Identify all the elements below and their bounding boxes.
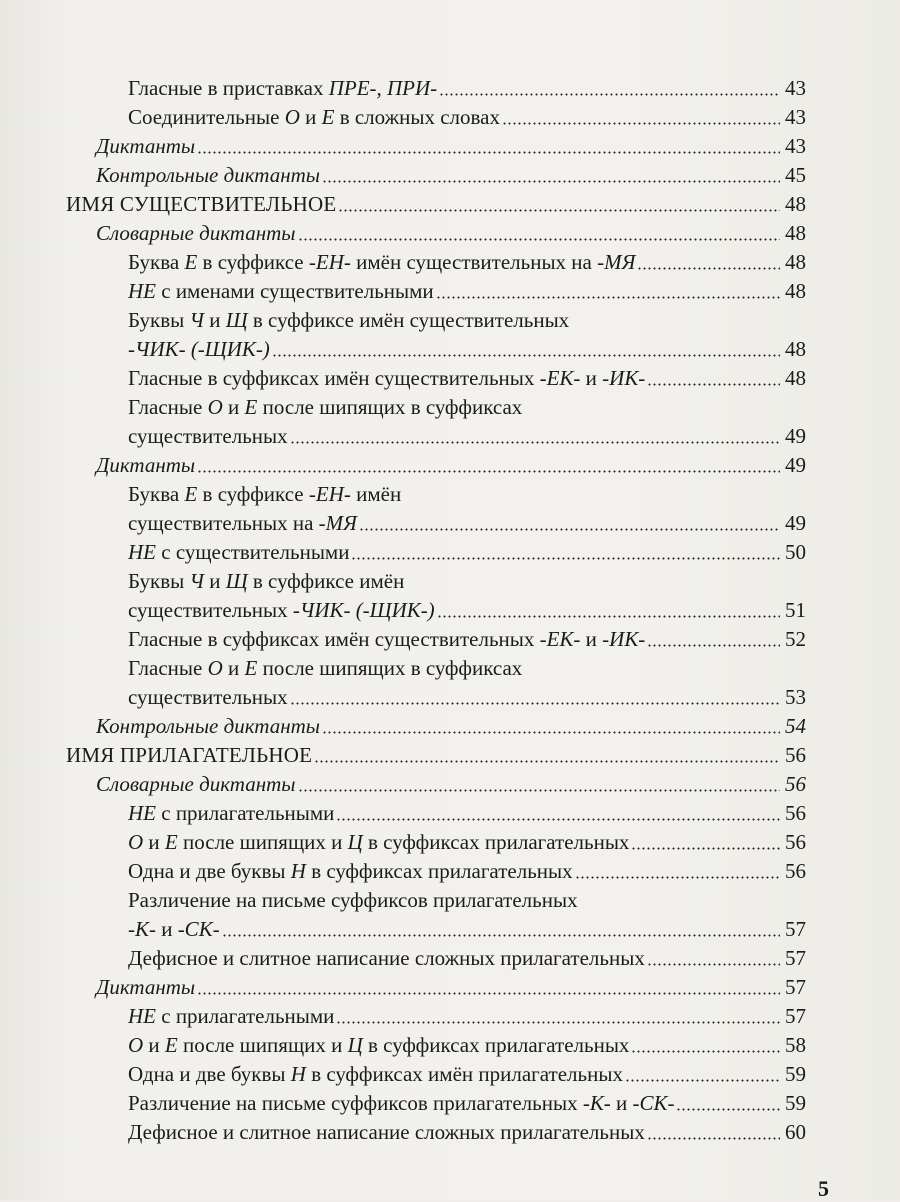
toc-entry-text-segment: после шипящих и	[177, 830, 348, 854]
toc-entry-text-segment: Ц	[347, 830, 363, 854]
toc-entry-text-segment: ПРЕ-, ПРИ-	[328, 76, 438, 100]
toc-entry-text-segment: в суффиксах имён прилагательных	[305, 1062, 623, 1086]
toc-entry-text-segment: и	[203, 308, 226, 332]
toc-entry-text-segment: после шипящих в суффиксах	[257, 656, 523, 680]
toc-entry-text-segment: -ЕН-	[308, 482, 351, 506]
toc-entry-text-segment: О	[128, 830, 144, 854]
toc-entry-title	[128, 480, 401, 509]
dot-leader	[436, 293, 780, 299]
toc-entry-text-segment: и	[203, 569, 226, 593]
dot-leader	[647, 960, 780, 966]
toc-entry-text-segment: Ч	[189, 569, 204, 593]
toc-entry-text-segment: Гласные	[128, 656, 208, 680]
dot-leader	[647, 1134, 780, 1140]
toc-entry-text-segment: Диктанты	[96, 134, 196, 158]
toc-entry-text-segment: Е	[244, 395, 258, 419]
toc-entry-title	[128, 509, 357, 538]
toc-entry	[66, 1031, 806, 1060]
toc-entry-text-segment: и	[580, 366, 603, 390]
toc-entry-text-segment: Контрольные диктанты	[96, 163, 321, 187]
toc-entry-text-segment: Гласные в приставках	[128, 76, 329, 100]
toc-entry-text-segment: -К-	[128, 917, 156, 941]
toc-entry-title	[128, 1060, 623, 1089]
toc-entry-text-segment: в суффиксе	[197, 250, 309, 274]
toc-entry-text-segment: имён существительных на	[350, 250, 598, 274]
toc-entry-title	[128, 103, 500, 132]
toc-entry	[66, 364, 806, 393]
toc-entry-text-segment: Буква	[128, 250, 185, 274]
toc-entry-title	[128, 654, 522, 683]
toc-entry-text-segment: Ц	[347, 1033, 363, 1057]
dot-leader	[359, 525, 780, 531]
toc-entry-page: 57	[785, 1004, 806, 1028]
toc-entry	[66, 219, 806, 248]
toc-entry-title	[96, 161, 320, 190]
toc-entry-text-segment: Словарные диктанты	[96, 221, 296, 245]
dot-leader	[631, 1047, 780, 1053]
toc-entry	[66, 509, 806, 538]
toc-entry-text-segment: и	[299, 105, 322, 129]
toc-entry-page: 58	[785, 1033, 806, 1057]
toc-entry	[66, 306, 806, 335]
toc-entry-text-segment: после шипящих в суффиксах	[257, 395, 523, 419]
toc-entry-page: 50	[785, 540, 806, 564]
dot-leader	[625, 1076, 780, 1082]
toc-entry	[66, 567, 806, 596]
toc-entry-text-segment: Щ	[225, 308, 248, 332]
toc-entry	[66, 335, 806, 364]
toc-entry	[66, 1060, 806, 1089]
toc-entry-text-segment: ИМЯ СУЩЕСТВИТЕЛЬНОЕ	[66, 192, 337, 216]
dot-leader	[351, 554, 780, 560]
toc-entry-text-segment: и	[143, 1033, 165, 1057]
toc-entry	[66, 828, 806, 857]
toc-entry-title	[128, 364, 645, 393]
toc-entry-text-segment: -К-	[582, 1091, 611, 1115]
toc-entry-text-segment: Щ	[225, 569, 248, 593]
toc-entry	[66, 161, 806, 190]
toc-entry-page: 54	[785, 714, 806, 738]
toc-entry-text-segment: Различение на письме суффиксов прилагательных	[128, 888, 578, 912]
toc-entry-text-segment: О	[207, 395, 223, 419]
toc-entry	[66, 451, 806, 480]
dot-leader	[298, 786, 781, 792]
toc-entry	[66, 1089, 806, 1118]
toc-entry-title	[128, 886, 578, 915]
toc-entry-page: 49	[785, 511, 806, 535]
toc-entry-text-segment: с прилагательными	[156, 1004, 335, 1028]
toc-entry	[66, 74, 806, 103]
toc-entry-page: 48	[785, 192, 806, 216]
toc-entry-title	[128, 1002, 334, 1031]
toc-entry	[66, 683, 806, 712]
toc-entry-text-segment: в суффиксах прилагательных	[362, 1033, 630, 1057]
toc-entry-page: 48	[785, 279, 806, 303]
toc-entry-page: 48	[785, 221, 806, 245]
toc-entry-text-segment: -ЧИК- (-ЩИК-)	[292, 598, 435, 622]
toc-entry	[66, 277, 806, 306]
toc-entry	[66, 857, 806, 886]
toc-entry-text-segment: и	[222, 395, 245, 419]
toc-entry-text-segment: -ИК-	[602, 366, 646, 390]
toc-entry-text-segment: Н	[290, 859, 306, 883]
dot-leader	[336, 1018, 780, 1024]
toc-entry-text-segment: в суффиксах прилагательных	[362, 830, 630, 854]
page-number: 5	[818, 1176, 829, 1201]
toc-entry-page: 56	[785, 743, 806, 767]
toc-entry-page: 48	[785, 250, 806, 274]
toc-entry-text-segment: Ч	[189, 308, 204, 332]
toc-entry-text-segment: ИМЯ ПРИЛАГАТЕЛЬНОЕ	[66, 743, 313, 767]
toc-entry-page: 53	[785, 685, 806, 709]
toc-entry-page: 56	[785, 801, 806, 825]
toc-entry-text-segment: и	[580, 627, 603, 651]
toc-entry-page: 57	[785, 946, 806, 970]
toc-entry-text-segment: Е	[244, 656, 258, 680]
toc-entry-text-segment: Е	[321, 105, 335, 129]
toc-entry	[66, 480, 806, 509]
toc-entry-text-segment: О	[284, 105, 300, 129]
toc-entry	[66, 886, 806, 915]
toc-entry-text-segment: имён	[350, 482, 402, 506]
toc-entry	[66, 741, 806, 770]
toc-entry-page: 52	[785, 627, 806, 651]
dot-leader	[647, 641, 780, 647]
toc-entry-title	[128, 857, 573, 886]
toc-entry-title	[128, 567, 404, 596]
toc-entry	[66, 248, 806, 277]
toc-entry-title	[96, 451, 195, 480]
toc-entry-page: 60	[785, 1120, 806, 1144]
toc-entry-text-segment: после шипящих и	[177, 1033, 348, 1057]
toc-entry	[66, 393, 806, 422]
toc-entry-text-segment: существительных	[128, 685, 288, 709]
toc-entry-text-segment: -ЧИК- (-ЩИК-)	[128, 337, 270, 361]
dot-leader	[439, 90, 780, 96]
toc-entry-text-segment: О	[128, 1033, 144, 1057]
toc-entry-text-segment: и	[222, 656, 245, 680]
dot-leader	[631, 844, 780, 850]
dot-leader	[322, 177, 780, 183]
toc-entry-title	[128, 538, 349, 567]
toc-entry-text-segment: с прилагательными	[156, 801, 335, 825]
toc-entry-page: 43	[785, 105, 806, 129]
toc-entry-page: 57	[785, 975, 806, 999]
toc-entry-text-segment: Контрольные диктанты	[96, 714, 321, 738]
toc-entry-text-segment: -СК-	[177, 917, 220, 941]
toc-entry-text-segment: с существительными	[156, 540, 350, 564]
toc-entry-text-segment: -ИК-	[602, 627, 646, 651]
toc-entry	[66, 915, 806, 944]
toc-entry-text-segment: Соединительные	[128, 105, 285, 129]
toc-entry-text-segment: О	[207, 656, 223, 680]
toc-entry-text-segment: -СК-	[632, 1091, 675, 1115]
toc-entry-title	[128, 306, 569, 335]
toc-entry-text-segment: -ЕК-	[539, 366, 581, 390]
toc-entry-text-segment: в суффиксах прилагательных	[305, 859, 573, 883]
dot-leader	[298, 235, 781, 241]
toc-entry-title	[128, 915, 220, 944]
toc-entry-title	[66, 190, 336, 219]
toc-entry-text-segment: в суффиксе имён	[247, 569, 405, 593]
toc-entry-title	[128, 596, 435, 625]
toc-entry	[66, 799, 806, 828]
toc-entry-title	[128, 828, 629, 857]
toc-entry-text-segment: Словарные диктанты	[96, 772, 296, 796]
toc-entry-text-segment: Дефисное и слитное написание сложных прилагательных	[128, 1120, 645, 1144]
toc-entry-text-segment: Буквы	[128, 308, 190, 332]
toc-entry-title	[96, 973, 195, 1002]
dot-leader	[338, 206, 780, 212]
dot-leader	[647, 380, 780, 386]
toc-entry-page: 43	[785, 134, 806, 158]
toc-entry-text-segment: Различение на письме суффиксов прилагательных	[128, 1091, 583, 1115]
toc-entry-text-segment: и	[155, 917, 178, 941]
toc-entry-title	[128, 248, 635, 277]
toc-entry-page: 59	[785, 1062, 806, 1086]
toc-entry-title	[128, 944, 645, 973]
toc-entry-page: 56	[785, 830, 806, 854]
toc-entry	[66, 422, 806, 451]
toc-entry-page: 51	[785, 598, 806, 622]
toc-entry-title	[128, 422, 288, 451]
toc-entry-text-segment: Е	[184, 250, 198, 274]
toc-entry-title	[96, 712, 320, 741]
toc-entry-page: 56	[785, 772, 806, 796]
toc-entry-title	[128, 74, 437, 103]
toc-entry-text-segment: Буква	[128, 482, 185, 506]
toc-entry-text-segment: Н	[290, 1062, 306, 1086]
toc-entry-text-segment: существительных	[128, 598, 293, 622]
toc-entry-text-segment: существительных	[128, 424, 288, 448]
toc-entry-text-segment: в суффиксе	[197, 482, 309, 506]
dot-leader	[575, 873, 780, 879]
toc-entry-title	[128, 1089, 674, 1118]
toc-entry-title	[128, 683, 288, 712]
toc-entry-text-segment: -МЯ	[597, 250, 636, 274]
toc-entry-title	[128, 1118, 645, 1147]
toc-entry-page: 56	[785, 859, 806, 883]
toc-entry-text-segment: Диктанты	[96, 453, 196, 477]
toc-entry	[66, 654, 806, 683]
toc-entry-page: 57	[785, 917, 806, 941]
toc-entry-text-segment: Гласные	[128, 395, 208, 419]
dot-leader	[336, 815, 780, 821]
dot-leader	[502, 119, 780, 125]
toc-entry-page: 49	[785, 453, 806, 477]
toc-entry-title	[128, 393, 522, 422]
toc-entry-text-segment: Е	[164, 830, 178, 854]
dot-leader	[197, 467, 780, 473]
toc-entry-text-segment: Диктанты	[96, 975, 196, 999]
toc-entry	[66, 132, 806, 161]
toc-entry-text-segment: -ЕК-	[539, 627, 581, 651]
toc-entry	[66, 1118, 806, 1147]
toc-entry-text-segment: с именами существительными	[156, 279, 434, 303]
toc-entry-page: 49	[785, 424, 806, 448]
toc-entry-text-segment: НЕ	[128, 801, 156, 825]
toc-entry-text-segment: в суффиксе имён существительных	[247, 308, 570, 332]
toc-entry	[66, 1002, 806, 1031]
toc-entry-text-segment: и	[610, 1091, 633, 1115]
dot-leader	[676, 1105, 780, 1111]
dot-leader	[290, 438, 780, 444]
toc-entry-title	[128, 335, 270, 364]
dot-leader	[197, 148, 780, 154]
toc-entry-text-segment: -МЯ	[318, 511, 357, 535]
toc-entry-page: 45	[785, 163, 806, 187]
toc-entry-text-segment: и	[143, 830, 165, 854]
dot-leader	[222, 931, 780, 937]
toc-entry	[66, 944, 806, 973]
toc-entry-title	[96, 219, 296, 248]
dot-leader	[290, 699, 780, 705]
dot-leader	[314, 757, 780, 763]
dot-leader	[197, 989, 780, 995]
toc-entry-text-segment: -ЕН-	[308, 250, 351, 274]
toc-entry-text-segment: Одна и две буквы	[128, 1062, 291, 1086]
toc-entry	[66, 103, 806, 132]
toc-entry-title	[128, 1031, 629, 1060]
toc-entry-page: 48	[785, 366, 806, 390]
table-of-contents	[66, 74, 806, 1147]
toc-entry-title	[66, 741, 312, 770]
dot-leader	[637, 264, 780, 270]
toc-entry-text-segment: Гласные в суффиксах имён существительных	[128, 627, 540, 651]
toc-entry	[66, 712, 806, 741]
toc-entry-text-segment: НЕ	[128, 279, 156, 303]
toc-entry-text-segment: Е	[184, 482, 198, 506]
toc-entry-text-segment: Буквы	[128, 569, 190, 593]
toc-entry-title	[128, 625, 645, 654]
toc-entry-title	[96, 770, 296, 799]
toc-entry-page: 48	[785, 337, 806, 361]
dot-leader	[437, 612, 780, 618]
toc-entry-text-segment: Дефисное и слитное написание сложных прилагательных	[128, 946, 645, 970]
toc-entry-text-segment: существительных на	[128, 511, 319, 535]
toc-entry-text-segment: Е	[164, 1033, 178, 1057]
toc-entry-text-segment: Гласные в суффиксах имён существительных	[128, 366, 540, 390]
toc-entry	[66, 770, 806, 799]
toc-entry-title	[96, 132, 195, 161]
toc-entry	[66, 625, 806, 654]
toc-entry	[66, 538, 806, 567]
toc-entry	[66, 596, 806, 625]
toc-entry-text-segment: Одна и две буквы	[128, 859, 291, 883]
toc-entry	[66, 190, 806, 219]
toc-entry-page: 59	[785, 1091, 806, 1115]
dot-leader	[272, 351, 780, 357]
dot-leader	[322, 728, 780, 734]
toc-entry-text-segment: в сложных словах	[334, 105, 500, 129]
toc-entry-title	[128, 277, 434, 306]
toc-entry-title	[128, 799, 334, 828]
toc-entry-page: 43	[785, 76, 806, 100]
toc-entry-text-segment: НЕ	[128, 1004, 156, 1028]
toc-entry-text-segment: НЕ	[128, 540, 156, 564]
toc-entry	[66, 973, 806, 1002]
